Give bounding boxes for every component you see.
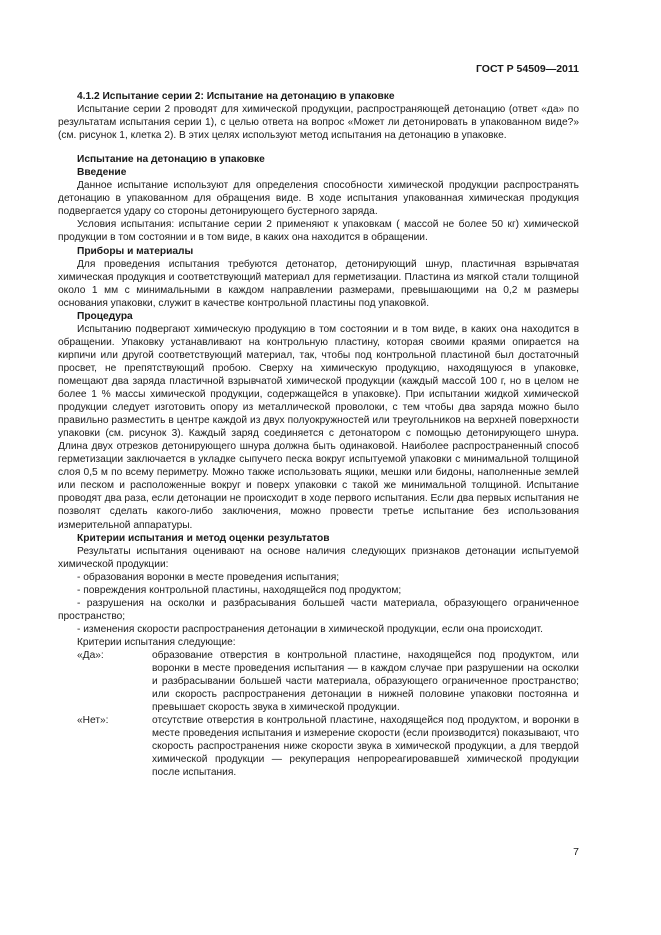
criteria-paragraph: Результаты испытания оценивают на основе наличия следующих признаков детонации испытуемой химической продукции: <box>58 545 579 570</box>
criteria-list-intro: Критерии испытания следующие: <box>77 636 236 648</box>
procedure-paragraph: Испытанию подвергают химическую продукцию в том состоянии и в том виде, в каких она находится в обращении. Упаковку устанавливают на контрольную пластину, которая своими краями опирается на кирпичи или другой соответствующий материал, так, чтобы под контрольной пластиной был достаточный просвет, не препятствующий пробою. Сверху на химическую продукцию, находящуюся в упаковке, помещают два заряда пластичной взрывчатой химической продукции (каждый массой 100 г, но в целом не более 1 % массы химической продукции, содержащейся в упаковке). При испытании жидкой химической продукции следует изготовить опору из металлической проволоки, с тем чтобы два заряда можно было правильно разместить в центре каждой из двух полуокружностей или треугольников на верхней поверхности упаковки (см. рисунок 3). Каждый заряд соединяется с детонатором с помощью детонирующего шнура. Длина двух отрезков детонирующего шнура должна быть одинаковой. Наиболее распространенный способ герметизации заключается в укладке сыпучего песка вокруг испытуемой упаковки с минимальной толщиной слоя 0,5 м по всему периметру. Можно также использовать ящики, мешки или бидоны, наполненные землей или песком и расположенные вокруг и поверх упаковки с такой же минимальной толщиной. Испытание проводят два раза, если детонации не происходит в ходе первого испытания. Если два первых испытания не позволят сделать какого-либо заключения, можно провести третье испытание без использования измерительной аппаратуры. <box>58 323 579 531</box>
list-item: - образования воронки в месте проведения испытания; <box>77 571 340 583</box>
section-heading: 4.1.2 Испытание серии 2: Испытание на детонацию в упаковке <box>77 91 395 102</box>
list-item: - разрушения на осколки и разбрасывания большей части материала, образующего ограниченное пространство; <box>58 597 579 622</box>
criterion-yes <box>58 649 579 714</box>
document-body <box>58 90 579 779</box>
intro-heading: Введение <box>77 167 127 179</box>
criterion-no <box>58 714 579 779</box>
criterion-no-text: отсутствие отверстия в контрольной пластине, находящейся под продуктом, и воронки в месте проведения испытания и измерение скорости (если производится) показывают, что скорость распространения ниже скорости звука в химической продукции, а для твердой химической продукции — рекуперация непрореагировавшей химической продукции после испытания. <box>152 715 579 779</box>
criteria-heading: Критерии испытания и метод оценки результатов <box>77 532 330 544</box>
criterion-no-label: «Нет»: <box>77 715 109 727</box>
equipment-paragraph: Для проведения испытания требуются детонатор, детонирующий шнур, пластичная взрывчатая химическая продукция и соответствующий материал для герметизации. Пластина из мягкой стали толщиной около 1 мм с минимальными в каждом направлении размерами, превышающими на 0,2 м размеры основания упаковки, служит в качестве контрольной пластины под упаковкой. <box>58 258 579 309</box>
intro-paragraph-1: Данное испытание используют для определения способности химической продукции распространять детонацию в упакованном для обращения виде. В ходе испытания упакованная химическая продукция подвергается удару со стороны детонирующего бустерного заряда. <box>58 180 579 218</box>
criterion-yes-label: «Да»: <box>77 649 104 661</box>
standard-number: ГОСТ Р 54509—2011 <box>475 63 579 75</box>
procedure-heading: Процедура <box>77 310 133 322</box>
section-intro-paragraph: Испытание серии 2 проводят для химической продукции, распространяющей детонацию (ответ «да» по результатам испытания серии 1), с целью ответа на вопрос «Может ли детонировать в упакованном виде?» (см. рисунок 1, клетка 2). В этих целях используют метод испытания на детонацию в упаковке. <box>58 104 579 142</box>
intro-paragraph-2: Условия испытания: испытание серии 2 применяют к упаковкам ( массой не более 50 кг) химической продукции в том состоянии и в том виде, в каких она находится в обращении. <box>58 219 579 244</box>
list-item: - изменения скорости распространения детонации в химической продукции, если она происходит. <box>77 623 543 635</box>
test-title: Испытание на детонацию в упаковке <box>77 154 265 166</box>
criterion-yes-text: образование отверстия в контрольной пластине, находящейся под продуктом, или воронки в месте проведения испытания — в каждом случае при разрушении на осколки и разбрасывании большей части материала, образующего ограниченное пространство; или скорость распространения детонации в нижней половине упаковки постоянна и превышает скорость звука в химической продукции. <box>152 649 579 714</box>
equipment-heading: Приборы и материалы <box>77 245 194 257</box>
list-item: - повреждения контрольной пластины, находящейся под продуктом; <box>77 584 402 596</box>
page-number: 7 <box>573 846 579 858</box>
